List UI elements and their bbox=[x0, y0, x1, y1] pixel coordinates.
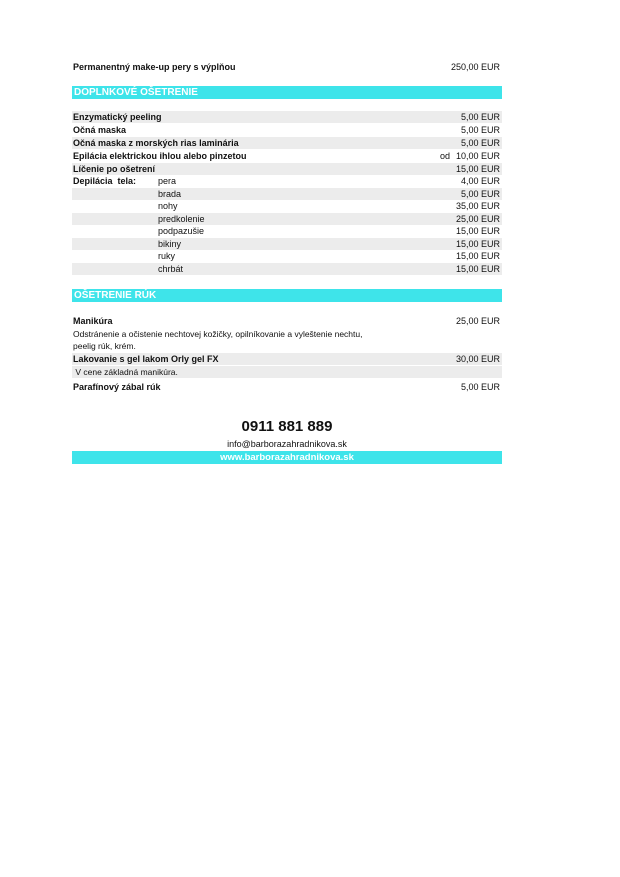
item-price: 250,00 EUR bbox=[450, 62, 500, 72]
price-row: Očná maska z morských rias laminária 5,00 EUR bbox=[73, 138, 500, 148]
price-row: Lakovanie s gel lakom Orly gel FX 30,00 EUR bbox=[73, 354, 500, 364]
item-description: peelig rúk, krém. bbox=[73, 341, 136, 351]
item-description: Odstránenie a očistenie nechtovej kožičky, opilníkovanie a vyleštenie nechtu, bbox=[73, 329, 363, 339]
section-header-hands: OŠETRENIE RÚK bbox=[72, 289, 502, 302]
price-row: nohy 35,00 EUR bbox=[158, 201, 500, 211]
price-row: Parafínový zábal rúk 5,00 EUR bbox=[73, 382, 500, 392]
price-row: podpazušie 15,00 EUR bbox=[158, 226, 500, 236]
price-row: Enzymatický peeling 5,00 EUR bbox=[73, 112, 500, 122]
price-row: bikiny 15,00 EUR bbox=[72, 238, 502, 250]
price-row: ruky 15,00 EUR bbox=[158, 251, 500, 261]
section-header-additional: DOPLNKOVÉ OŠETRENIE bbox=[72, 86, 502, 99]
price-row: Manikúra 25,00 EUR bbox=[73, 316, 500, 326]
price-row: Očná maska 5,00 EUR bbox=[73, 125, 500, 135]
contact-website: www.barborazahradnikova.sk bbox=[72, 451, 502, 464]
price-row: Epilácia elektrickou ihlou alebo pinzetou od 10,00 EUR bbox=[73, 151, 500, 161]
contact-phone: 0911 881 889 bbox=[241, 418, 333, 435]
depilation-label: Depilácia tela: bbox=[73, 176, 137, 186]
price-row: brada 5,00 EUR bbox=[72, 188, 502, 200]
price-row: chrbát 15,00 EUR bbox=[72, 263, 502, 275]
contact-email: info@barborazahradnikova.sk bbox=[227, 439, 347, 449]
price-row bbox=[72, 366, 502, 378]
price-row: Depilácia tela: pera 4,00 EUR bbox=[73, 176, 500, 186]
price-row: Líčenie po ošetrení 15,00 EUR bbox=[73, 164, 500, 174]
price-row bbox=[72, 61, 502, 73]
item-name: Permanentný make-up pery s výplňou bbox=[73, 62, 236, 72]
price-prefix: od bbox=[439, 151, 450, 161]
item-description: V cene základná manikúra. bbox=[73, 367, 178, 377]
price-row: predkolenie 25,00 EUR bbox=[72, 213, 502, 225]
